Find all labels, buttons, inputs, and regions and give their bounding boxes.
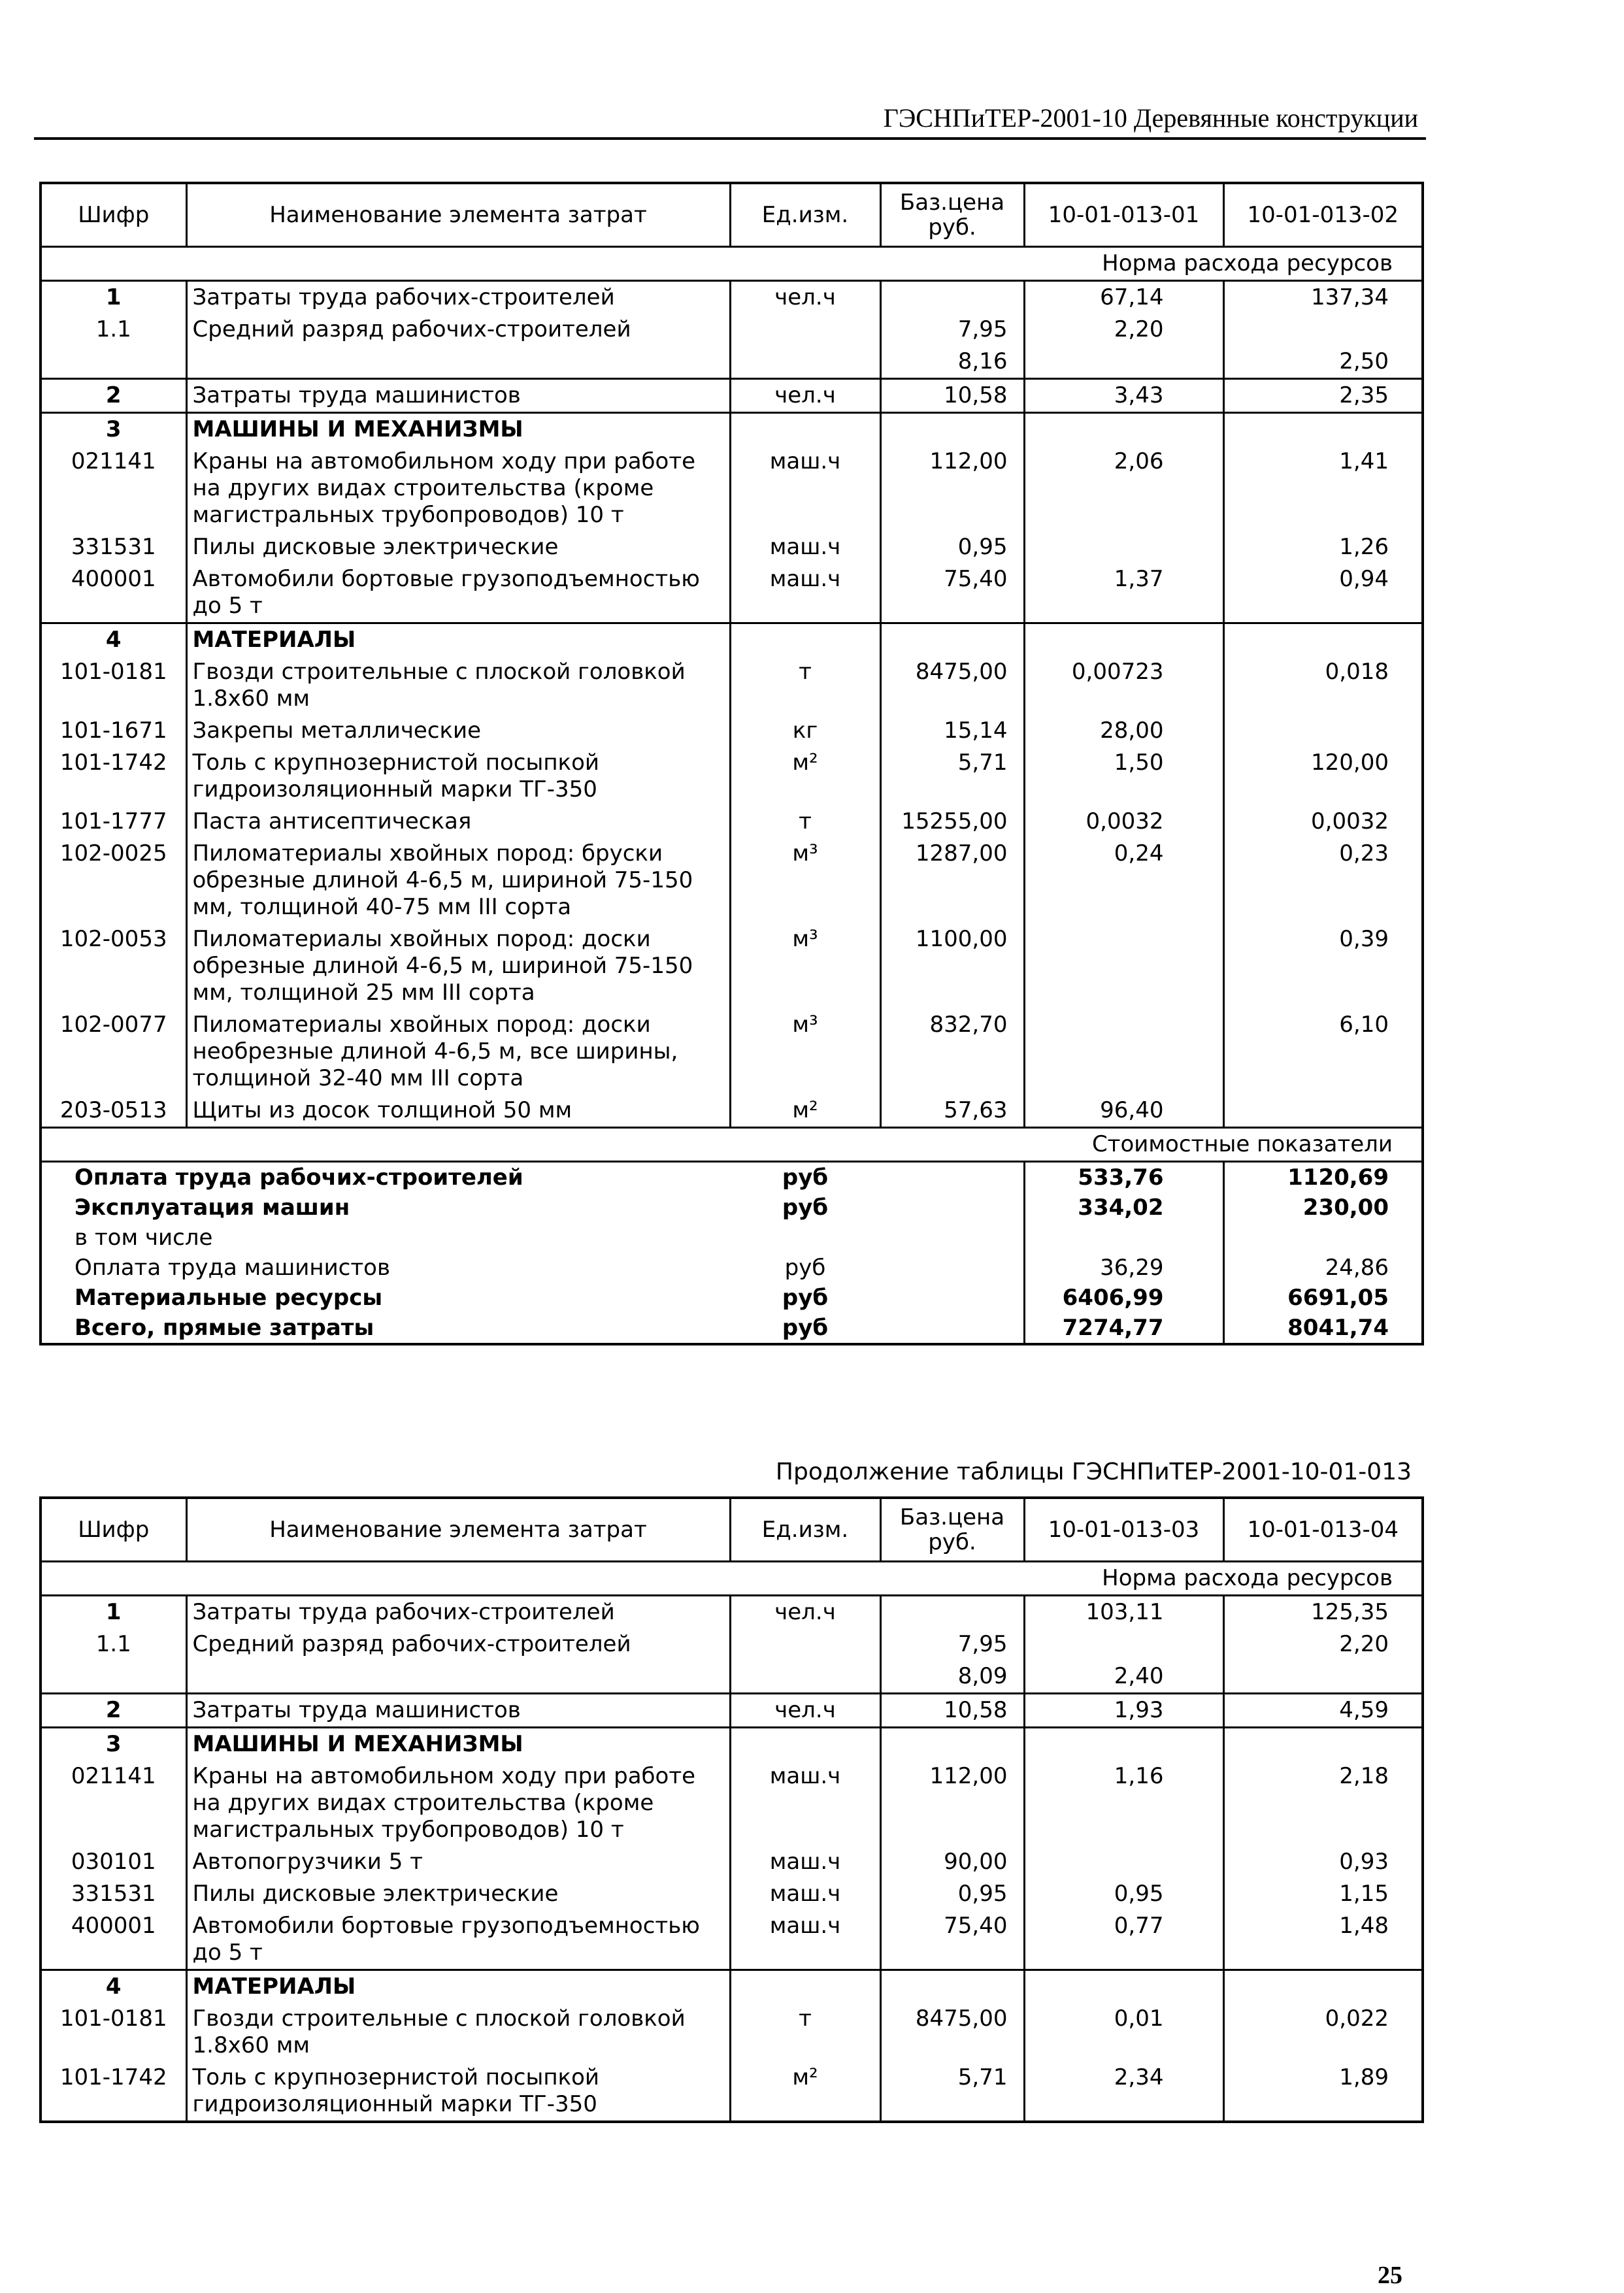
row-value-1: 0,95 <box>1024 1878 1223 1910</box>
total-value-1: 533,76 <box>1024 1162 1223 1193</box>
row-value-1 <box>1024 623 1223 657</box>
header-price: Баз.цена руб. <box>880 1498 1024 1562</box>
total-row <box>41 1193 1423 1223</box>
total-value-2: 6691,05 <box>1223 1283 1423 1313</box>
total-row <box>41 1253 1423 1283</box>
total-unit: руб <box>782 1195 829 1221</box>
row-value-1: 0,0032 <box>1024 806 1223 838</box>
row-price <box>880 281 1024 314</box>
table-row <box>41 413 1423 446</box>
row-price: 10,58 <box>880 1694 1024 1728</box>
row-unit: м² <box>730 2062 880 2122</box>
row-unit <box>730 1660 880 1694</box>
total-value-2: 8041,74 <box>1223 1313 1423 1344</box>
row-name: Краны на автомобильном ходу при работе на других видах строительства (кроме магистральных трубопроводов) 10 т <box>186 1760 730 1846</box>
total-unit: руб <box>782 1285 829 1311</box>
row-unit: т <box>730 656 880 715</box>
row-price: 832,70 <box>880 1009 1024 1095</box>
row-price <box>880 1728 1024 1761</box>
table-row <box>41 1095 1423 1128</box>
row-name: Пилы дисковые электрические <box>186 1878 730 1910</box>
row-code: 101-1671 <box>41 715 186 747</box>
row-value-1: 1,16 <box>1024 1760 1223 1846</box>
row-value-2: 0,0032 <box>1311 808 1389 834</box>
row-value-1 <box>1024 1628 1223 1660</box>
row-price: 7,95 <box>880 314 1024 346</box>
row-unit <box>730 1970 880 2004</box>
row-value-2: 120,00 <box>1311 750 1389 776</box>
table-row <box>41 346 1423 379</box>
table-row <box>41 531 1423 563</box>
row-value-1 <box>1024 1970 1223 2004</box>
row-name: Пиломатериалы хвойных пород: доски необрезные длиной 4-6,5 м, все ширины, толщиной 32-40 мм III сорта <box>186 1009 730 1095</box>
total-name: Оплата труда рабочих-строителей <box>75 1164 523 1191</box>
row-name: Затраты труда машинистов <box>186 379 730 413</box>
row-unit <box>730 413 880 446</box>
row-name: МАШИНЫ И МЕХАНИЗМЫ <box>186 1728 730 1761</box>
row-code: 101-1777 <box>41 806 186 838</box>
row-name: Толь с крупнозернистой посыпкой гидроизоляционный марки ТГ-350 <box>186 747 730 806</box>
total-price-empty <box>880 1162 1024 1193</box>
table-row <box>41 838 1423 923</box>
row-unit: м² <box>730 747 880 806</box>
row-value-2: 0,022 <box>1325 2005 1389 2032</box>
total-row <box>41 1162 1423 1193</box>
row-value-2 <box>1223 1095 1423 1128</box>
row-value-2 <box>1223 1660 1423 1694</box>
norm-label: Норма расхода ресурсов <box>41 1562 1423 1596</box>
row-unit: маш.ч <box>730 1878 880 1910</box>
table-row <box>41 1760 1423 1846</box>
total-value-1: 7274,77 <box>1024 1313 1223 1344</box>
row-price: 112,00 <box>880 446 1024 531</box>
table-row <box>41 1728 1423 1761</box>
row-code: 021141 <box>41 446 186 531</box>
row-name: Паста антисептическая <box>186 806 730 838</box>
total-unit <box>730 1223 880 1253</box>
row-price: 75,40 <box>880 563 1024 623</box>
row-value-1 <box>1024 923 1223 1009</box>
total-unit: руб <box>784 1255 826 1281</box>
row-unit: чел.ч <box>730 1596 880 1629</box>
row-value-1: 1,50 <box>1024 747 1223 806</box>
total-name: в том числе <box>75 1225 213 1251</box>
row-value-1: 0,00723 <box>1024 656 1223 715</box>
row-code: 101-1742 <box>41 2062 186 2122</box>
table-row <box>41 446 1423 531</box>
header-row <box>41 183 1423 247</box>
header-name: Наименование элемента затрат <box>186 183 730 247</box>
row-price: 5,71 <box>880 747 1024 806</box>
row-unit: маш.ч <box>730 446 880 531</box>
total-value-2: 1120,69 <box>1223 1162 1423 1193</box>
row-price: 5,71 <box>880 2062 1024 2122</box>
table-row <box>41 923 1423 1009</box>
header-code: Шифр <box>41 1498 186 1562</box>
table-row <box>41 1694 1423 1728</box>
row-price: 8,16 <box>880 346 1024 379</box>
header-row <box>41 1498 1423 1562</box>
row-value-1: 3,43 <box>1024 379 1223 413</box>
row-name: Пилы дисковые электрические <box>186 531 730 563</box>
row-value-2: 1,15 <box>1339 1881 1389 1907</box>
row-code: 102-0053 <box>41 923 186 1009</box>
row-code: 400001 <box>41 1910 186 1970</box>
total-name: Всего, прямые затраты <box>75 1315 374 1341</box>
row-unit <box>730 623 880 657</box>
row-value-2: 2,35 <box>1223 379 1423 413</box>
row-code: 102-0077 <box>41 1009 186 1095</box>
total-row <box>41 1283 1423 1313</box>
row-value-2: 2,20 <box>1339 1631 1389 1657</box>
total-value-2: 24,86 <box>1223 1253 1423 1283</box>
row-value-2: 0,018 <box>1325 659 1389 685</box>
total-price-empty <box>880 1283 1024 1313</box>
norm-row <box>41 247 1423 281</box>
total-name: Оплата труда машинистов <box>75 1255 391 1281</box>
row-unit <box>730 346 880 379</box>
row-code: 331531 <box>41 1878 186 1910</box>
row-name: Затраты труда машинистов <box>186 1694 730 1728</box>
row-value-1 <box>1024 1846 1223 1878</box>
table-row <box>41 379 1423 413</box>
row-value-2 <box>1223 314 1423 346</box>
row-price <box>880 623 1024 657</box>
row-name: Толь с крупнозернистой посыпкой гидроизоляционный марки ТГ-350 <box>186 2062 730 2122</box>
row-price: 10,58 <box>880 379 1024 413</box>
row-unit: маш.ч <box>730 531 880 563</box>
row-value-2: 0,23 <box>1339 840 1389 866</box>
row-code: 101-1742 <box>41 747 186 806</box>
row-value-1 <box>1024 346 1223 379</box>
total-row <box>41 1223 1423 1253</box>
table-row <box>41 623 1423 657</box>
table-row <box>41 1970 1423 2004</box>
row-name: Автомобили бортовые грузоподъемностью до 5 т <box>186 1910 730 1970</box>
row-price: 8475,00 <box>880 2003 1024 2062</box>
row-name <box>186 346 730 379</box>
row-value-1: 2,20 <box>1024 314 1223 346</box>
row-value-2: 137,34 <box>1311 284 1389 310</box>
header-unit: Ед.изм. <box>730 183 880 247</box>
row-value-2: 125,35 <box>1311 1599 1389 1625</box>
page-header <box>34 98 1426 140</box>
row-value-1: 2,34 <box>1024 2062 1223 2122</box>
row-code: 331531 <box>41 531 186 563</box>
row-code: 102-0025 <box>41 838 186 923</box>
table-row <box>41 1910 1423 1970</box>
header-code: Шифр <box>41 183 186 247</box>
row-value-2: 1,89 <box>1339 2064 1389 2090</box>
total-value-1: 334,02 <box>1024 1193 1223 1223</box>
page-header-title: ГЭСНПиТЕР-2001-10 Деревянные конструкции <box>883 103 1418 133</box>
cost-label: Стоимостные показатели <box>41 1128 1423 1162</box>
row-price <box>880 413 1024 446</box>
row-price: 8,09 <box>880 1660 1024 1694</box>
row-unit: т <box>730 806 880 838</box>
row-code: 1 <box>41 1596 186 1629</box>
table-row <box>41 1660 1423 1694</box>
row-code: 4 <box>41 623 186 657</box>
row-code <box>41 346 186 379</box>
row-name: Гвозди строительные с плоской головкой 1.8x60 мм <box>186 656 730 715</box>
row-value-1: 2,06 <box>1024 446 1223 531</box>
row-unit <box>730 314 880 346</box>
row-name: Краны на автомобильном ходу при работе на других видах строительства (кроме магистральных трубопроводов) 10 т <box>186 446 730 531</box>
row-value-2: 1,48 <box>1339 1913 1389 1939</box>
total-name: Эксплуатация машин <box>75 1195 350 1221</box>
row-code: 2 <box>41 379 186 413</box>
table-row <box>41 1009 1423 1095</box>
row-code: 101-0181 <box>41 2003 186 2062</box>
row-name: Средний разряд рабочих-строителей <box>186 1628 730 1660</box>
table-row <box>41 1628 1423 1660</box>
total-value-1: 6406,99 <box>1024 1283 1223 1313</box>
header-col2: 10-01-013-04 <box>1223 1498 1423 1562</box>
row-unit: кг <box>730 715 880 747</box>
row-unit: чел.ч <box>730 379 880 413</box>
row-code: 400001 <box>41 563 186 623</box>
row-code: 3 <box>41 1728 186 1761</box>
total-value-2: 230,00 <box>1223 1193 1423 1223</box>
total-price-empty <box>880 1223 1024 1253</box>
cost-row <box>41 1128 1423 1162</box>
row-unit: маш.ч <box>730 1910 880 1970</box>
row-price: 15255,00 <box>880 806 1024 838</box>
row-unit: маш.ч <box>730 1760 880 1846</box>
row-unit <box>730 1628 880 1660</box>
row-name: Щиты из досок толщиной 50 мм <box>186 1095 730 1128</box>
row-value-2 <box>1223 1728 1423 1761</box>
row-price <box>880 1596 1024 1629</box>
row-name: Автопогрузчики 5 т <box>186 1846 730 1878</box>
table-row <box>41 747 1423 806</box>
table-row <box>41 1878 1423 1910</box>
resource-table-1 <box>39 182 1424 1345</box>
row-value-2: 6,10 <box>1339 1012 1389 1038</box>
row-name <box>186 1660 730 1694</box>
row-unit: чел.ч <box>730 1694 880 1728</box>
row-name: МАШИНЫ И МЕХАНИЗМЫ <box>186 413 730 446</box>
row-value-2: 1,26 <box>1339 534 1389 560</box>
row-price: 8475,00 <box>880 656 1024 715</box>
header-name: Наименование элемента затрат <box>186 1498 730 1562</box>
row-price: 112,00 <box>880 1760 1024 1846</box>
header-col1: 10-01-013-01 <box>1024 183 1223 247</box>
header-price: Баз.цена руб. <box>880 183 1024 247</box>
row-value-1 <box>1024 1728 1223 1761</box>
table-row <box>41 715 1423 747</box>
table-row <box>41 281 1423 314</box>
row-value-2 <box>1223 1970 1423 2004</box>
total-row <box>41 1313 1423 1344</box>
row-value-2: 0,39 <box>1339 926 1389 952</box>
table-row <box>41 314 1423 346</box>
row-unit: т <box>730 2003 880 2062</box>
row-code: 3 <box>41 413 186 446</box>
row-value-1 <box>1024 413 1223 446</box>
row-name: Средний разряд рабочих-строителей <box>186 314 730 346</box>
row-value-2 <box>1223 413 1423 446</box>
row-unit: маш.ч <box>730 563 880 623</box>
total-unit: руб <box>782 1164 829 1191</box>
row-name: Пиломатериалы хвойных пород: доски обрезные длиной 4-6,5 м, шириной 75-150 мм, толщиной 25 мм III сорта <box>186 923 730 1009</box>
header-unit: Ед.изм. <box>730 1498 880 1562</box>
row-name: Автомобили бортовые грузоподъемностью до 5 т <box>186 563 730 623</box>
row-value-1: 1,37 <box>1024 563 1223 623</box>
row-value-1 <box>1024 1009 1223 1095</box>
total-value-1 <box>1024 1223 1223 1253</box>
row-value-1: 2,40 <box>1024 1660 1223 1694</box>
continuation-caption: Продолжение таблицы ГЭСНПиТЕР-2001-10-01-013 <box>775 1459 1412 1485</box>
table-row <box>41 656 1423 715</box>
row-name: Затраты труда рабочих-строителей <box>186 281 730 314</box>
row-code: 1.1 <box>41 1628 186 1660</box>
row-price: 15,14 <box>880 715 1024 747</box>
norm-row <box>41 1562 1423 1596</box>
row-code: 030101 <box>41 1846 186 1878</box>
row-code: 021141 <box>41 1760 186 1846</box>
row-price: 1100,00 <box>880 923 1024 1009</box>
row-name: Пиломатериалы хвойных пород: бруски обрезные длиной 4-6,5 м, шириной 75-150 мм, толщиной 40-75 мм III сорта <box>186 838 730 923</box>
row-value-1: 0,24 <box>1024 838 1223 923</box>
row-unit <box>730 1728 880 1761</box>
row-price: 75,40 <box>880 1910 1024 1970</box>
row-value-2: 0,93 <box>1339 1849 1389 1875</box>
row-code <box>41 1660 186 1694</box>
row-unit: чел.ч <box>730 281 880 314</box>
row-code: 1.1 <box>41 314 186 346</box>
table-row <box>41 1596 1423 1629</box>
total-unit: руб <box>782 1315 829 1341</box>
row-value-1 <box>1024 531 1223 563</box>
total-value-2 <box>1223 1223 1423 1253</box>
row-code: 2 <box>41 1694 186 1728</box>
table-row <box>41 806 1423 838</box>
row-code: 1 <box>41 281 186 314</box>
row-value-2 <box>1223 715 1423 747</box>
row-name: Закрепы металлические <box>186 715 730 747</box>
row-price: 1287,00 <box>880 838 1024 923</box>
total-name: Материальные ресурсы <box>75 1285 383 1311</box>
row-price: 57,63 <box>880 1095 1024 1128</box>
row-value-1: 0,77 <box>1024 1910 1223 1970</box>
row-name: МАТЕРИАЛЫ <box>186 623 730 657</box>
row-name: МАТЕРИАЛЫ <box>186 1970 730 2004</box>
row-value-2: 4,59 <box>1223 1694 1423 1728</box>
row-unit: м² <box>730 1095 880 1128</box>
row-unit: маш.ч <box>730 1846 880 1878</box>
row-value-2: 2,18 <box>1339 1763 1389 1789</box>
row-value-2 <box>1223 623 1423 657</box>
table-row <box>41 2062 1423 2122</box>
row-value-1: 1,93 <box>1024 1694 1223 1728</box>
row-value-2: 1,41 <box>1339 448 1389 474</box>
total-price-empty <box>880 1193 1024 1223</box>
table-row <box>41 563 1423 623</box>
row-value-1: 0,01 <box>1024 2003 1223 2062</box>
header-col1: 10-01-013-03 <box>1024 1498 1223 1562</box>
row-price <box>880 1970 1024 2004</box>
row-price: 0,95 <box>880 531 1024 563</box>
row-unit: м³ <box>730 923 880 1009</box>
row-code: 101-0181 <box>41 656 186 715</box>
row-value-1: 28,00 <box>1024 715 1223 747</box>
total-price-empty <box>880 1313 1024 1344</box>
page-number: 25 <box>1378 2262 1402 2289</box>
row-value-1: 67,14 <box>1024 281 1223 314</box>
row-code: 203-0513 <box>41 1095 186 1128</box>
row-value-2: 0,94 <box>1339 566 1389 592</box>
total-value-1: 36,29 <box>1024 1253 1223 1283</box>
row-value-1: 96,40 <box>1024 1095 1223 1128</box>
row-unit: м³ <box>730 838 880 923</box>
row-code: 4 <box>41 1970 186 2004</box>
row-value-1: 103,11 <box>1024 1596 1223 1629</box>
total-price-empty <box>880 1253 1024 1283</box>
row-price: 0,95 <box>880 1878 1024 1910</box>
resource-table-2 <box>39 1496 1424 2123</box>
row-name: Затраты труда рабочих-строителей <box>186 1596 730 1629</box>
row-price: 7,95 <box>880 1628 1024 1660</box>
row-name: Гвозди строительные с плоской головкой 1.8x60 мм <box>186 2003 730 2062</box>
table-row <box>41 2003 1423 2062</box>
row-value-2: 2,50 <box>1339 348 1389 374</box>
norm-label: Норма расхода ресурсов <box>41 247 1423 281</box>
header-col2: 10-01-013-02 <box>1223 183 1423 247</box>
row-unit: м³ <box>730 1009 880 1095</box>
row-price: 90,00 <box>880 1846 1024 1878</box>
table-row <box>41 1846 1423 1878</box>
